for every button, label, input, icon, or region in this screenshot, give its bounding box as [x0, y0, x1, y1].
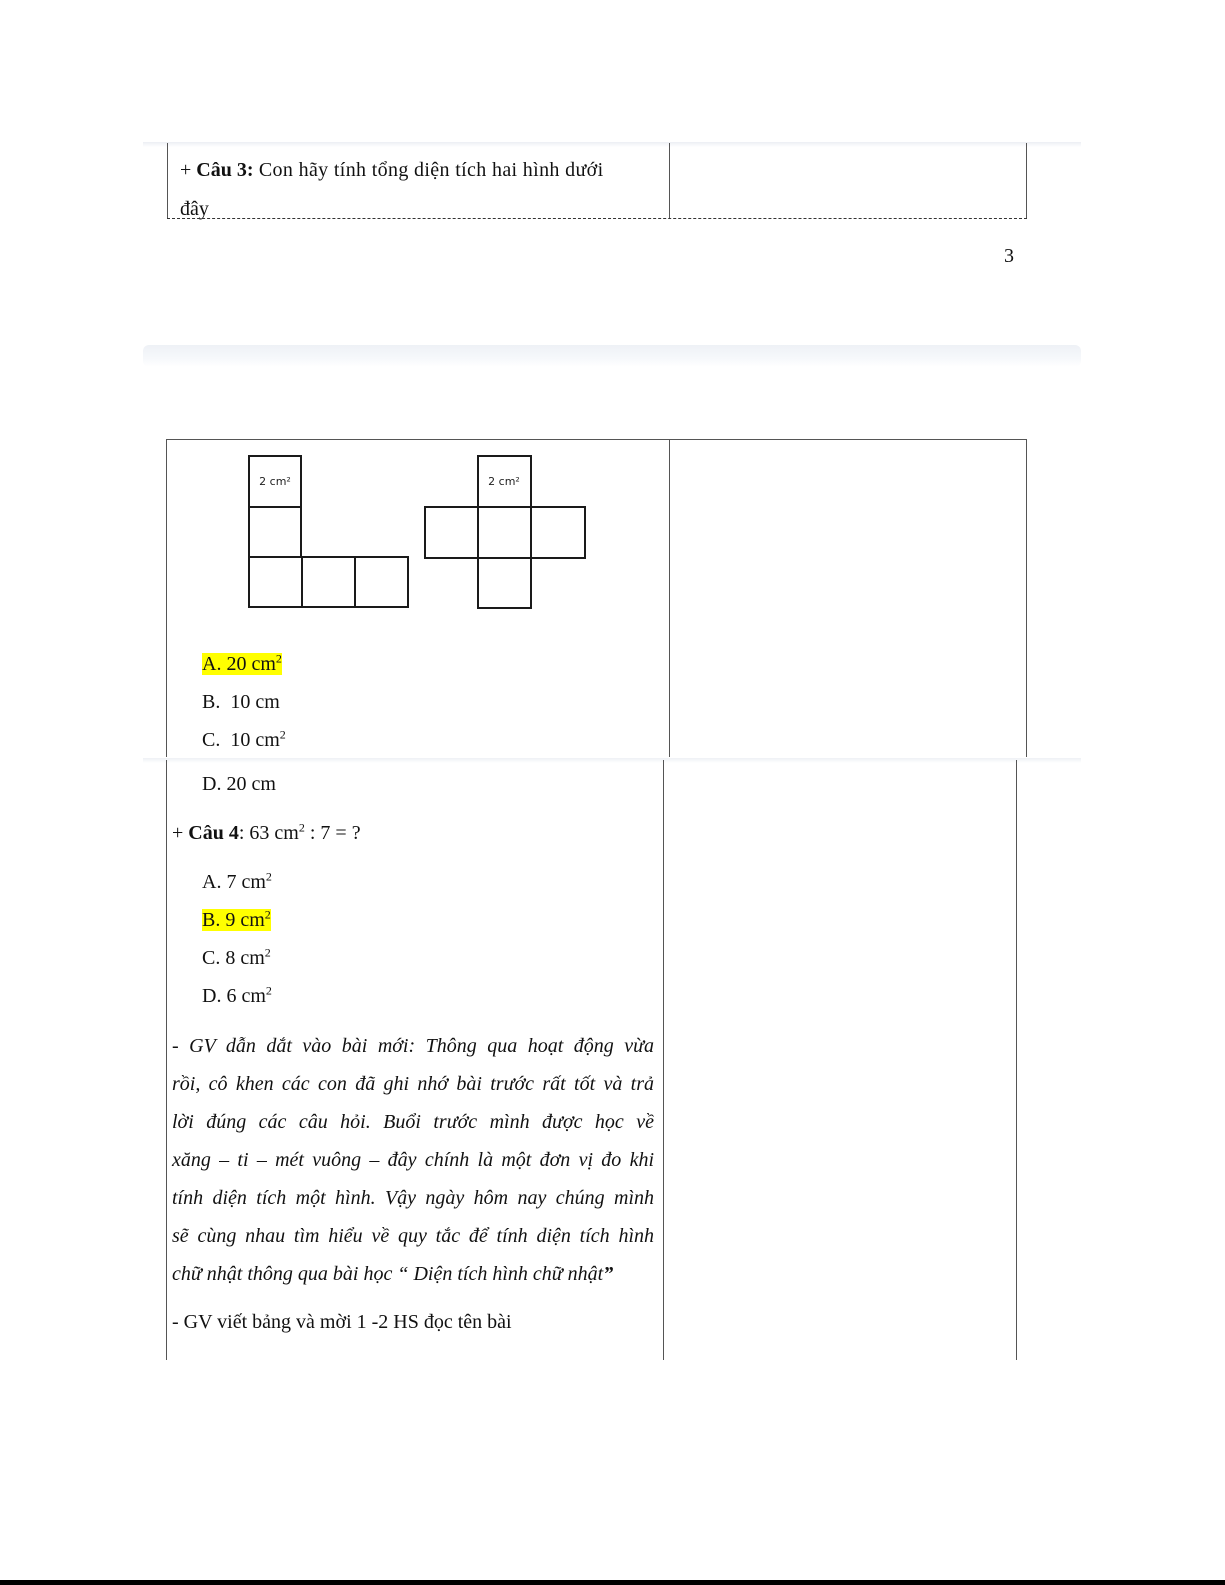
table-right-border — [1026, 439, 1027, 757]
q3-option-b: B. 10 cm — [202, 691, 280, 713]
shape-cross-label: 2 cm² — [488, 475, 520, 488]
table-left-border — [166, 439, 167, 757]
paragraph-line: sẽ cùng nhau tìm hiểu về quy tắc để tính diện tích hình — [172, 1225, 654, 1247]
q4-option-b: B. 9 $cm^2$ — [202, 907, 271, 931]
table-column-divider — [669, 439, 670, 757]
shape-cross-cell — [531, 507, 585, 558]
paragraph-line: xăng – ti – mét vuông – đây chính là một đơn vị đo khi — [172, 1149, 654, 1171]
table-right-border — [1026, 143, 1027, 219]
shape-l-cell — [355, 557, 408, 607]
question4-heading: + Câu 4: 63 $cm^2$ : 7 = ? — [172, 820, 361, 844]
paragraph-line: rồi, cô khen các con đã ghi nhớ bài trước rất tốt và trả — [172, 1073, 654, 1095]
q3-option-c: C. 10 $cm^2$ — [202, 727, 286, 751]
q3-option-d: D. 20 cm — [202, 773, 276, 795]
q4-option-c: C. 8 $cm^2$ — [202, 945, 271, 969]
q4-option-a: A. 7 $cm^2$ — [202, 869, 272, 893]
shape-l-cell — [302, 557, 355, 607]
shape-cross-cell — [478, 507, 531, 558]
shape-l-cell — [249, 507, 301, 557]
page-number: 3 — [1004, 245, 1014, 267]
bottom-edge-bar — [0, 1580, 1225, 1585]
paragraph-line: - GV dẫn dắt vào bài mới: Thông qua hoạt động vừa — [172, 1035, 654, 1057]
shape-cross-cell — [425, 507, 478, 558]
q4-option-d: D. 6 $cm^2$ — [202, 983, 272, 1007]
question3-heading-cont: đây — [180, 198, 209, 220]
page-break-line — [167, 218, 1027, 219]
table-right-border — [1016, 760, 1017, 1360]
area-figures — [240, 450, 600, 620]
table-column-divider — [669, 143, 670, 219]
paragraph-line: tính diện tích một hình. Vậy ngày hôm nay chúng mình — [172, 1187, 654, 1209]
q3-option-a: A. 20 $cm^2$ — [202, 651, 282, 675]
teacher-intro-paragraph — [172, 1027, 654, 1293]
shape-l-label: 2 cm² — [259, 475, 291, 488]
paragraph-line: lời đúng các câu hỏi. Buổi trước mình được học về — [172, 1111, 654, 1133]
teacher-board-instruction: - GV viết bảng và mời 1 -2 HS đọc tên bài — [172, 1311, 512, 1333]
page-separator — [143, 345, 1081, 367]
question3-heading: + Câu 3: Con hãy tính tổng diện tích hai hình dưới — [180, 159, 604, 181]
table-left-border — [166, 760, 167, 1360]
image-seam — [143, 758, 1081, 763]
shape-l-cell — [249, 557, 302, 607]
table-column-divider — [663, 760, 664, 1360]
table-left-border — [167, 143, 168, 219]
table-top-border — [166, 439, 1027, 440]
shape-cross-cell — [478, 558, 531, 608]
page-top-shadow — [143, 142, 1081, 147]
paragraph-line-last: chữ nhật thông qua bài học “ Diện tích hình chữ nhật” — [172, 1263, 614, 1285]
